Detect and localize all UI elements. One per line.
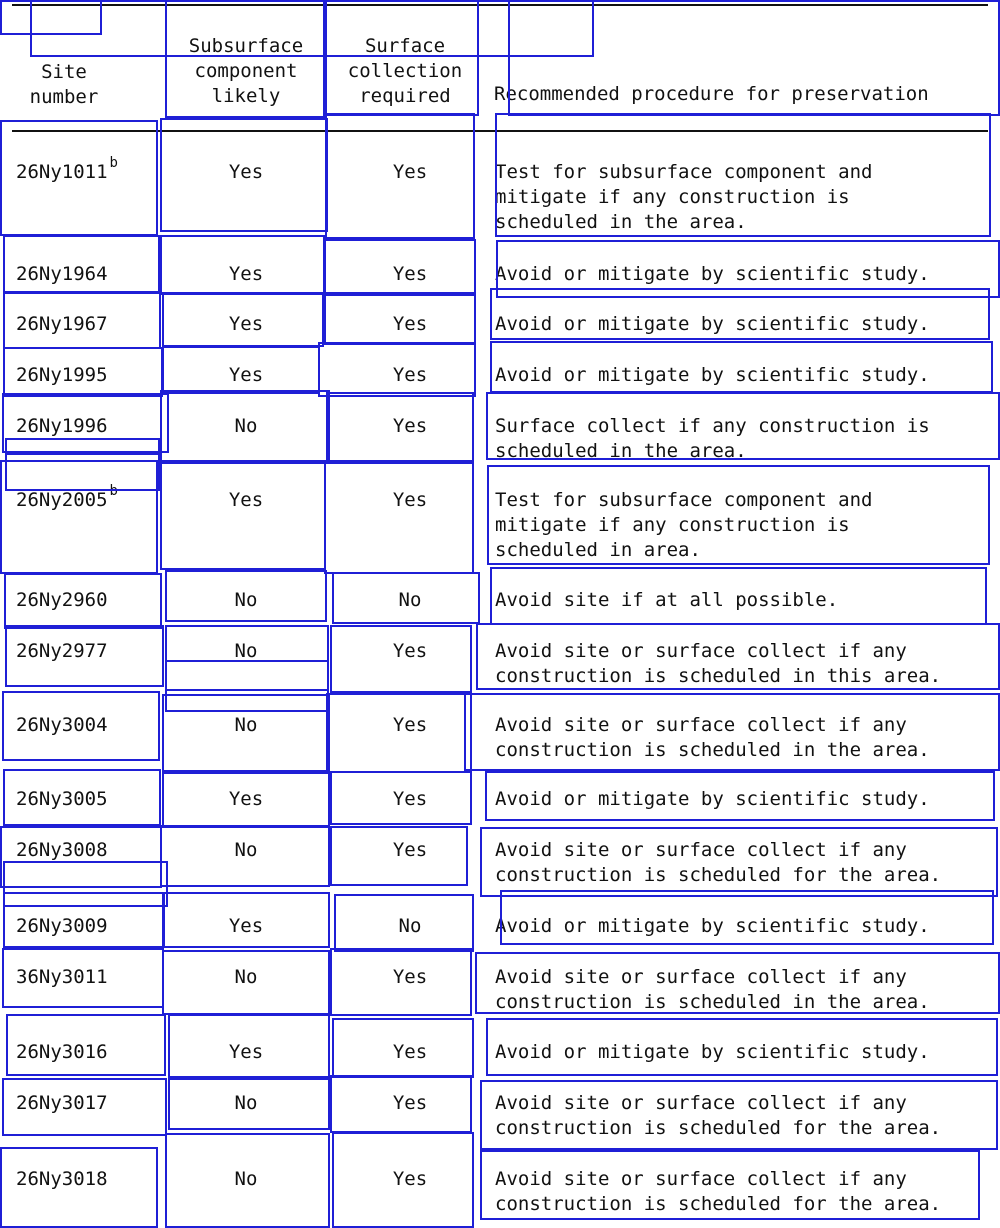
- overlay-box: [332, 1132, 474, 1228]
- overlay-box: [464, 693, 1000, 771]
- overlay-box: [324, 294, 476, 345]
- overlay-box: [476, 623, 1000, 690]
- site-number: 26Ny3016: [16, 1041, 108, 1063]
- surface-cell: Yes: [392, 489, 428, 511]
- surface-cell: Yes: [392, 313, 428, 335]
- overlay-box: [490, 567, 987, 625]
- overlay-box: [485, 771, 995, 821]
- surface-cell: Yes: [392, 714, 428, 736]
- site-number: 36Ny3011: [16, 966, 108, 988]
- overlay-box: [0, 120, 158, 236]
- overlay-box: [3, 235, 160, 293]
- overlay-box: [162, 292, 324, 347]
- procedure-cell: Avoid or mitigate by scientific study.: [495, 788, 930, 810]
- overlay-box: [330, 771, 472, 825]
- surface-cell: No: [398, 915, 422, 937]
- site-number: 26Ny3008: [16, 839, 108, 861]
- overlay-box: [330, 1075, 472, 1133]
- subsurface-cell: No: [234, 589, 258, 611]
- procedure-cell: Avoid site or surface collect if any construction is scheduled in the area.: [495, 714, 930, 761]
- overlay-box: [487, 465, 990, 565]
- overlay-box: [318, 342, 476, 397]
- overlay-box: [2, 691, 160, 761]
- overlay-box: [162, 950, 330, 1015]
- procedure-cell: Avoid site or surface collect if any construction is scheduled in the area.: [495, 966, 930, 1013]
- site-number: 26Ny1964: [16, 263, 108, 285]
- overlay-box: [3, 292, 161, 349]
- subsurface-cell: No: [234, 415, 258, 437]
- overlay-box: [2, 1078, 167, 1136]
- site-number: 26Ny2977: [16, 640, 108, 662]
- procedure-cell: Surface collect if any construction is scheduled in the area.: [495, 415, 930, 462]
- overlay-box: [165, 0, 325, 118]
- overlay-box: [165, 1133, 330, 1228]
- surface-cell: Yes: [392, 839, 428, 861]
- overlay-box: [330, 625, 472, 693]
- subsurface-cell: Yes: [228, 788, 264, 810]
- overlay-box: [475, 952, 1000, 1014]
- overlay-box: [160, 825, 330, 887]
- overlay-box: [6, 1014, 166, 1076]
- overlay-box: [160, 235, 325, 295]
- overlay-box: [508, 0, 1000, 116]
- surface-cell: No: [398, 589, 422, 611]
- procedure-cell: Avoid site or surface collect if any construction is scheduled in this area.: [495, 640, 942, 687]
- footnote-marker: b: [109, 483, 118, 499]
- procedure-cell: Avoid or mitigate by scientific study.: [495, 1041, 930, 1063]
- overlay-box: [160, 460, 326, 570]
- subsurface-cell: No: [234, 714, 258, 736]
- procedure-cell: Avoid site or surface collect if any construction is scheduled for the area.: [495, 1168, 942, 1215]
- surface-cell: Yes: [392, 161, 428, 183]
- overlay-box: [162, 694, 330, 772]
- surface-cell: Yes: [392, 1168, 428, 1190]
- overlay-box: [480, 1080, 998, 1150]
- overlay-box: [326, 693, 472, 773]
- header-surface: Surface collection required: [347, 35, 463, 107]
- overlay-box: [332, 1018, 474, 1078]
- subsurface-cell: Yes: [228, 161, 264, 183]
- overlay-box: [332, 572, 480, 624]
- site-number: 26Ny1011: [16, 161, 108, 183]
- subsurface-cell: Yes: [228, 489, 264, 511]
- procedure-cell: Avoid or mitigate by scientific study.: [495, 915, 930, 937]
- overlay-box: [490, 288, 990, 340]
- surface-cell: Yes: [392, 1092, 428, 1114]
- overlay-box: [325, 113, 475, 239]
- overlay-box: [480, 1150, 980, 1220]
- site-number: 26Ny3017: [16, 1092, 108, 1114]
- overlay-box: [160, 390, 330, 464]
- site-number: 26Ny2960: [16, 589, 108, 611]
- overlay-box: [2, 948, 164, 1008]
- subsurface-cell: Yes: [228, 313, 264, 335]
- surface-cell: Yes: [392, 640, 428, 662]
- site-number: 26Ny1995: [16, 364, 108, 386]
- procedure-cell: Avoid site if at all possible.: [495, 589, 839, 611]
- overlay-box: [325, 0, 479, 116]
- overlay-box: [486, 392, 1000, 460]
- overlay-box: [500, 890, 994, 945]
- procedure-cell: Avoid or mitigate by scientific study.: [495, 263, 930, 285]
- overlay-box: [5, 625, 164, 687]
- overlay-box: [3, 892, 165, 948]
- overlay-box: [0, 1147, 158, 1228]
- subsurface-cell: No: [234, 640, 258, 662]
- site-number: 26Ny1996: [16, 415, 108, 437]
- overlay-box: [480, 827, 998, 897]
- overlay-box: [330, 826, 468, 886]
- overlay-box: [160, 118, 328, 232]
- surface-cell: Yes: [392, 966, 428, 988]
- site-number: 26Ny1967: [16, 313, 108, 335]
- header-site-number: Site number: [29, 61, 99, 108]
- overlay-box: [162, 892, 330, 948]
- overlay-box: [165, 570, 327, 622]
- subsurface-cell: Yes: [228, 1041, 264, 1063]
- header-recommended: Recommended procedure for preservation: [494, 83, 929, 105]
- footnote-marker: b: [109, 155, 118, 171]
- procedure-cell: Test for subsurface component and mitigate if any construction is scheduled in the area.: [495, 161, 873, 233]
- overlay-box: [326, 392, 474, 462]
- overlay-box: [4, 573, 162, 629]
- subsurface-cell: Yes: [228, 263, 264, 285]
- overlay-box: [486, 1018, 998, 1076]
- site-number: 26Ny3009: [16, 915, 108, 937]
- surface-cell: Yes: [392, 364, 428, 386]
- site-number: 26Ny2005: [16, 489, 108, 511]
- subsurface-cell: No: [234, 966, 258, 988]
- overlay-box: [3, 769, 161, 826]
- overlay-box: [334, 894, 474, 952]
- procedure-cell: Avoid site or surface collect if any construction is scheduled for the area.: [495, 1092, 942, 1139]
- subsurface-cell: No: [234, 1168, 258, 1190]
- subsurface-cell: No: [234, 1092, 258, 1114]
- subsurface-cell: Yes: [228, 364, 264, 386]
- surface-cell: Yes: [392, 263, 428, 285]
- site-number: 26Ny3005: [16, 788, 108, 810]
- surface-cell: Yes: [392, 788, 428, 810]
- procedure-cell: Test for subsurface component and mitigate if any construction is scheduled in area.: [495, 489, 873, 561]
- overlay-box: [3, 347, 163, 397]
- overlay-box: [324, 462, 474, 574]
- overlay-box: [168, 1076, 330, 1130]
- procedure-cell: Avoid site or surface collect if any construction is scheduled for the area.: [495, 839, 942, 886]
- overlay-box: [490, 341, 993, 393]
- overlay-box: [324, 239, 476, 294]
- subsurface-cell: Yes: [228, 915, 264, 937]
- site-number: 26Ny3004: [16, 714, 108, 736]
- procedure-cell: Avoid or mitigate by scientific study.: [495, 313, 930, 335]
- overlay-box: [330, 948, 472, 1016]
- overlay-box: [0, 460, 158, 574]
- procedure-cell: Avoid or mitigate by scientific study.: [495, 364, 930, 386]
- subsurface-cell: No: [234, 839, 258, 861]
- surface-cell: Yes: [392, 415, 428, 437]
- site-number: 26Ny3018: [16, 1168, 108, 1190]
- overlay-box: [168, 1014, 330, 1080]
- overlay-box: [162, 772, 330, 828]
- overlay-box: [162, 346, 320, 394]
- overlay-box: [495, 113, 991, 237]
- header-subsurface: Subsurface component likely: [188, 35, 304, 107]
- surface-cell: Yes: [392, 1041, 428, 1063]
